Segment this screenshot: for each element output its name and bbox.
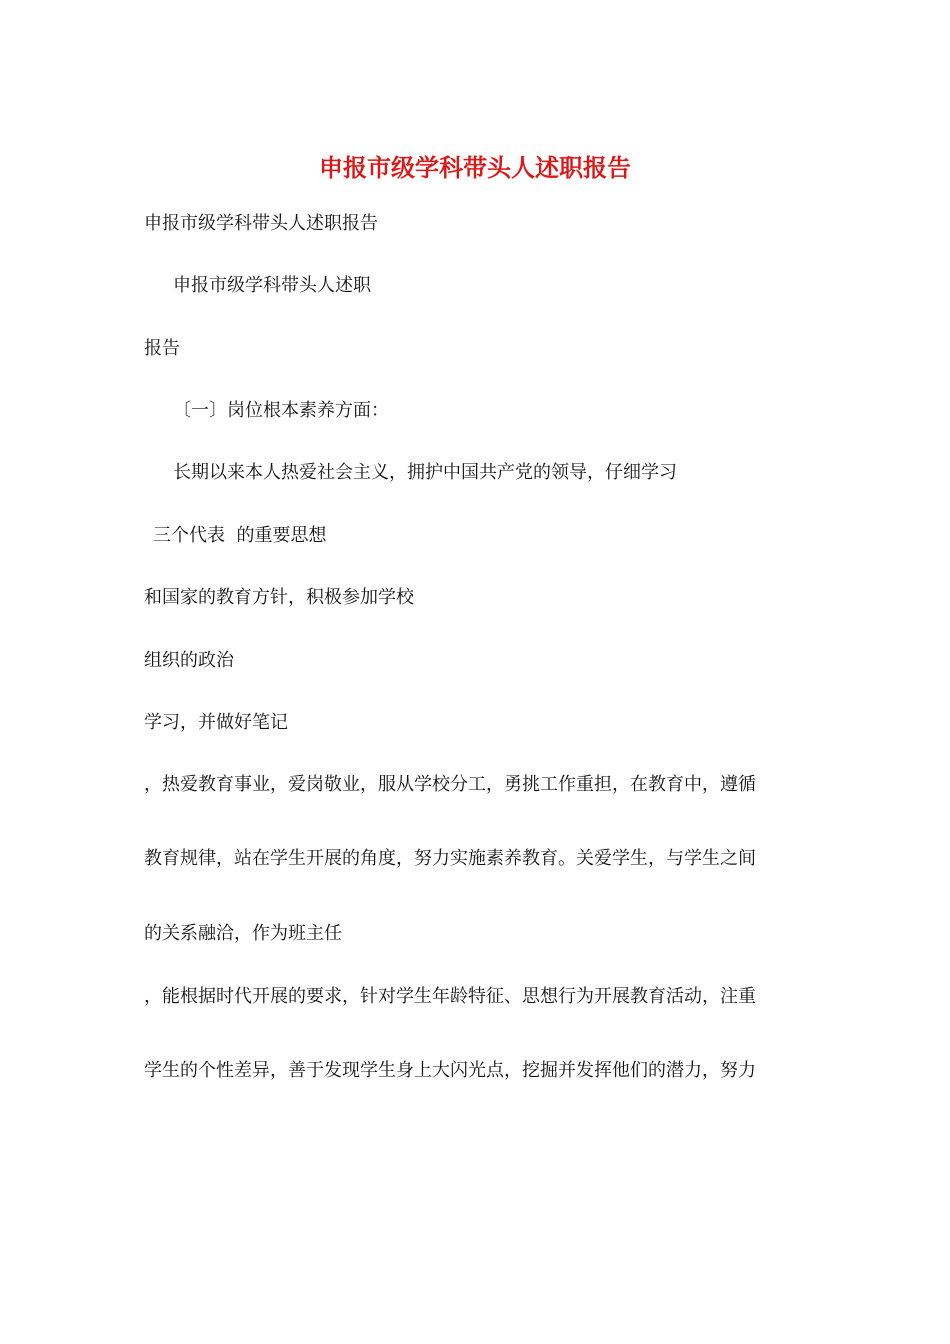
text-line: 学习，并做好笔记 xyxy=(144,712,288,733)
text-line: 组织的政治 xyxy=(144,650,234,671)
text-line: 长期以来本人热爱社会主义，拥护中国共产党的领导，仔细学习 xyxy=(173,462,677,483)
text-line: 申报市级学科带头人述职报告 xyxy=(144,213,378,234)
text-line: 〔一〕岗位根本素养方面： xyxy=(173,400,389,421)
text-line: 教育规律，站在学生开展的角度，努力实施素养教育。关爱学生，与学生之间 xyxy=(144,848,756,869)
text-line: 报告 xyxy=(144,338,180,359)
text-line: 的关系融洽，作为班主任 xyxy=(144,923,342,944)
text-line: ，能根据时代开展的要求，针对学生年龄特征、思想行为开展教育活动，注重 xyxy=(144,986,756,1007)
text-line: 三个代表 的重要思想 xyxy=(153,525,327,546)
text-line: 学生的个性差异，善于发现学生身上大闪光点，挖掘并发挥他们的潜力，努力 xyxy=(144,1060,756,1081)
document-title: 申报市级学科带头人述职报告 xyxy=(319,153,631,182)
text-line: 和国家的教育方针，积极参加学校 xyxy=(144,587,414,608)
text-line: ，热爱教育事业，爱岗敬业，服从学校分工，勇挑工作重担，在教育中，遵循 xyxy=(144,774,756,795)
text-line: 申报市级学科带头人述职 xyxy=(173,275,371,296)
